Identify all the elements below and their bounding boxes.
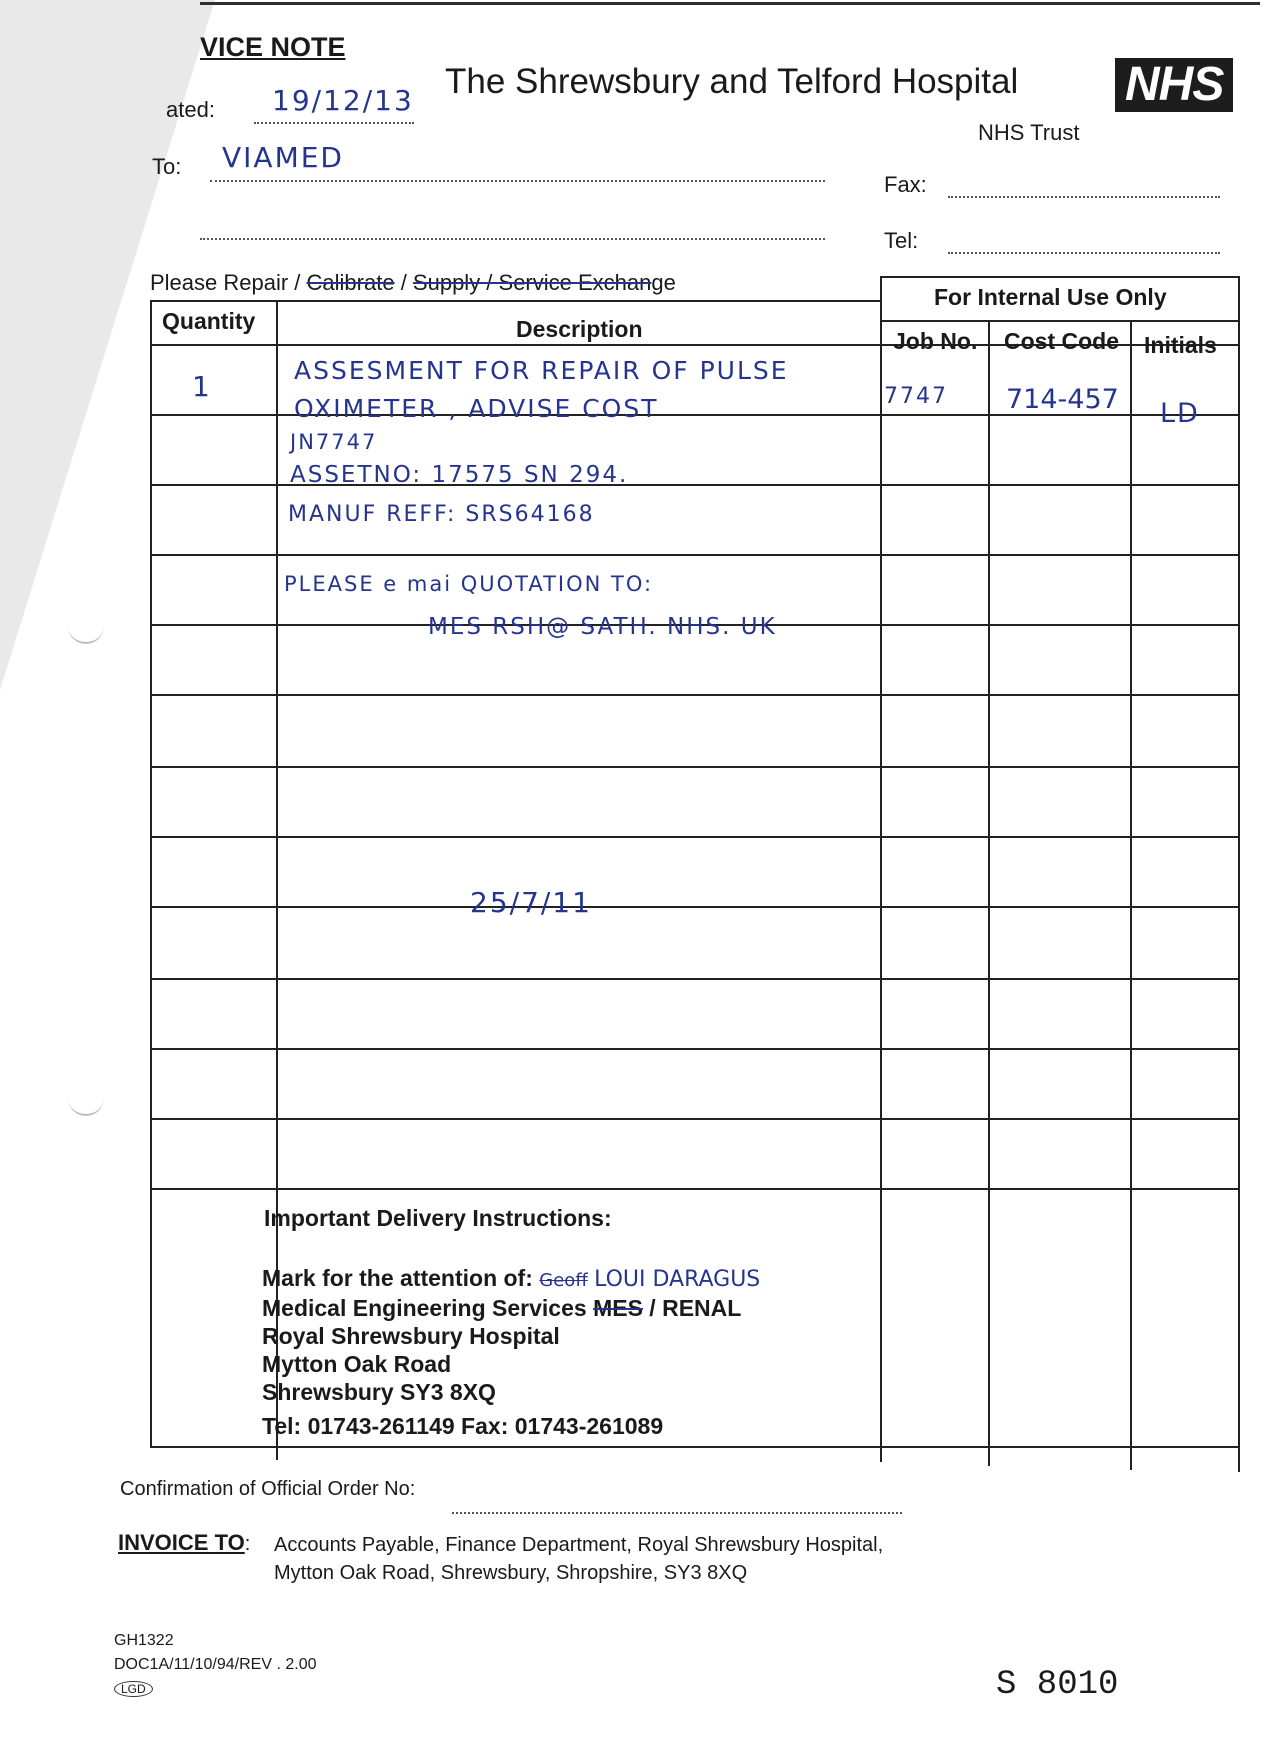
table-right <box>1238 276 1240 1472</box>
service-supply-crossed: Supply / Service Exchan <box>412 270 652 295</box>
delivery-line-1-suffix: / RENAL <box>642 1295 742 1321</box>
lgd-badge <box>114 1680 153 1698</box>
attention-label: Mark for the attention of: <box>262 1265 533 1291</box>
invoice-line-2: Mytton Oak Road, Shrewsbury, Shropshire, SY3 8XQ <box>274 1562 748 1584</box>
desc-line: PLEASE e mai QUOTATION TO: <box>284 572 654 596</box>
confirmation-label: Confirmation of Official Order No: <box>120 1478 416 1500</box>
nhs-trust: NHS Trust <box>978 120 1080 145</box>
desc-line: OXIMETER , ADVISE COST <box>294 394 659 423</box>
job-no-value: 7747 <box>884 384 948 409</box>
invoice-colon: : <box>244 1533 251 1555</box>
invoice-label: INVOICE TO <box>118 1530 245 1555</box>
attention-line <box>262 1264 760 1295</box>
job-col <box>988 320 990 1466</box>
date-note: 25/7/11 <box>470 886 592 919</box>
cost-col <box>1130 320 1132 1470</box>
lgd-badge-text: LGD <box>114 1681 153 1697</box>
delivery-line-5: Tel: 01743-261149 Fax: 01743-261089 <box>262 1413 664 1439</box>
confirmation-dotted-line <box>452 1512 902 1514</box>
table-row-line <box>150 554 1238 556</box>
table-row-line <box>150 978 1238 980</box>
table-row-line <box>150 1188 1238 1190</box>
initials-value: LD <box>1160 398 1200 429</box>
delivery-line-1 <box>262 1294 741 1322</box>
col-description: Description <box>516 316 643 342</box>
internal-use-header: For Internal Use Only <box>934 284 1167 310</box>
delivery-line-4: Shrewsbury SY3 8XQ <box>262 1379 496 1405</box>
tel-label: Tel: <box>884 228 919 253</box>
desc-line: MANUF REFF: SRS64168 <box>288 502 595 527</box>
delivery-line-2: Royal Shrewsbury Hospital <box>262 1323 560 1349</box>
nhs-logo: NHS <box>1115 58 1233 112</box>
quantity-value: 1 <box>192 370 212 403</box>
form-title: VICE NOTE <box>200 32 346 62</box>
internal-top <box>880 276 1238 278</box>
col-quantity: Quantity <box>162 308 256 334</box>
attention-crossed: Geoff <box>539 1270 588 1291</box>
form-code-2: DOC1A/11/10/94/REV . 2.00 <box>114 1656 317 1673</box>
table-bottom <box>150 1446 1240 1448</box>
table-left <box>150 300 152 1446</box>
form-code-1: GH1322 <box>114 1632 174 1649</box>
cost-code-value: 714-457 <box>1006 384 1119 415</box>
invoice-line-1: Accounts Payable, Finance Department, Royal Shrewsbury Hospital, <box>274 1534 884 1556</box>
service-prefix: Please Repair / <box>150 270 307 295</box>
desc-line: JN7747 <box>290 430 378 454</box>
table-top <box>150 300 880 302</box>
desc-line: ASSESMENT FOR REPAIR OF PULSE <box>294 356 789 385</box>
service-sep: / <box>394 270 413 295</box>
table-row-line <box>150 766 1238 768</box>
delivery-heading: Important Delivery Instructions: <box>264 1205 612 1231</box>
table-row-line <box>150 1118 1238 1120</box>
table-row-line <box>150 906 1238 908</box>
delivery-line-1-prefix: Medical Engineering Services <box>262 1295 594 1321</box>
dated-value: 19/12/13 <box>272 84 414 117</box>
desc-line: MES RSH@ SATH. NHS. UK <box>428 614 777 640</box>
fax-label: Fax: <box>884 172 927 197</box>
hospital-name: The Shrewsbury and Telford Hospital <box>445 62 1019 101</box>
serial-number: S 8010 <box>996 1666 1119 1704</box>
delivery-line-3: Mytton Oak Road <box>262 1351 452 1377</box>
col-initials: Initials <box>1144 332 1217 358</box>
col-cost-code: Cost Code <box>1004 328 1119 354</box>
table-row-line <box>150 836 1238 838</box>
service-suffix: ge <box>651 270 676 295</box>
delivery-line-1-crossed: MES <box>593 1295 643 1321</box>
table-row-line <box>150 694 1238 696</box>
to-value: VIAMED <box>222 141 344 174</box>
service-calibrate-crossed: Calibrate <box>306 270 395 295</box>
attention-value: LOUI DARAGUS <box>594 1267 761 1292</box>
dated-label: ated: <box>166 97 215 122</box>
table-row-line <box>150 1048 1238 1050</box>
internal-left <box>880 276 882 1462</box>
to-label: To: <box>152 154 182 179</box>
internal-sub <box>880 320 1238 322</box>
desc-line: ASSETNO: 17575 SN 294. <box>290 462 629 488</box>
col-job-no: Job No. <box>893 328 978 354</box>
invoice-to <box>118 1530 250 1556</box>
